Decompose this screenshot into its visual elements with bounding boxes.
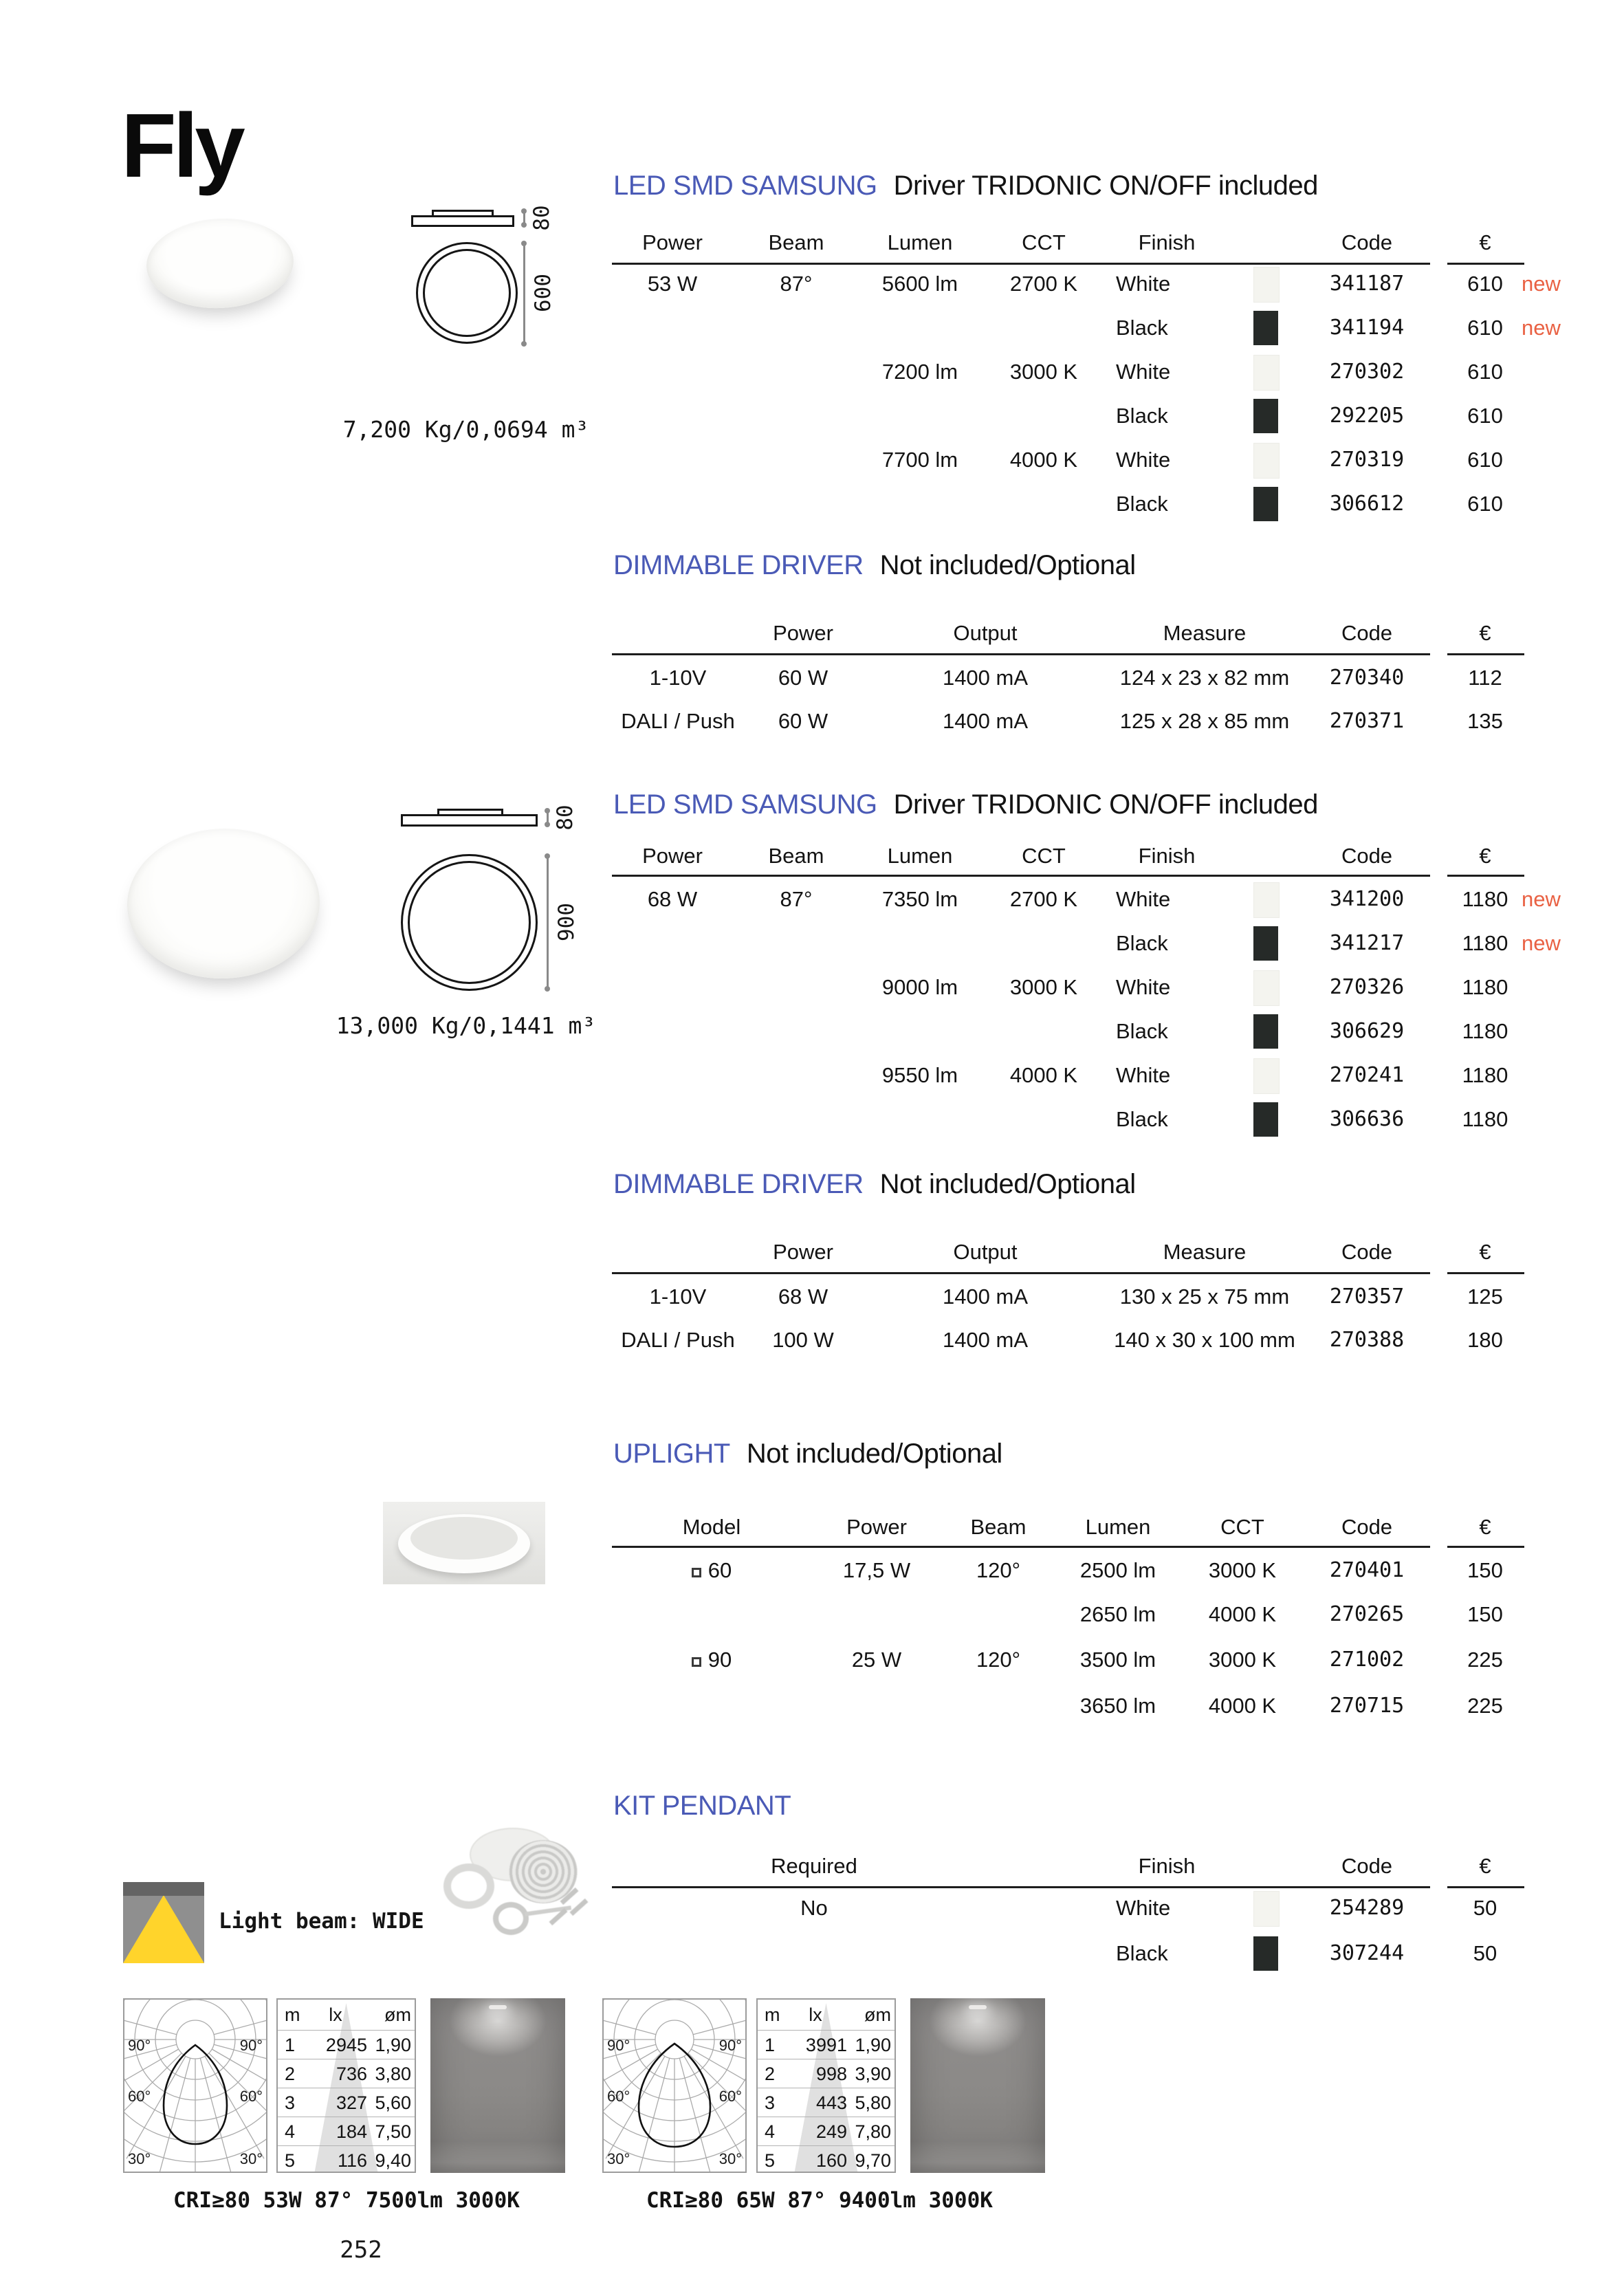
page-number: 252 (340, 2236, 382, 2264)
new-badge: new (1522, 931, 1561, 955)
photometry-caption-600: CRI≥80 53W 87° 7500lm 3000K (173, 2188, 520, 2213)
finish-swatch-black (1253, 1936, 1278, 1971)
height-dimension-label: 80 (553, 805, 578, 831)
light-beam-label: Light beam: WIDE (219, 1909, 424, 1934)
table-header: Model Power Beam Lumen CCT Code € (682, 1515, 1491, 1539)
new-badge: new (1522, 887, 1561, 911)
product-photo-900 (124, 825, 322, 982)
table-row: DALI / Push 100 W 1400 mA 140 x 30 x 100 mm 270388 180 (621, 1328, 1503, 1352)
polar-diagram-900 (602, 1998, 747, 2173)
svg-text:30°: 30° (239, 2150, 263, 2167)
section-heading-dimmable-900: DIMMABLE DRIVER Not included/Optional (613, 1169, 1136, 1199)
table-header: Power Beam Lumen CCT Finish Code € (642, 230, 1491, 254)
polar-diagram-600 (123, 1998, 267, 2173)
table-row: 90 25 W 120° 3500 lm 3000 K 271002 225 (612, 1645, 1624, 1675)
finish-swatch-white (1253, 882, 1280, 918)
table-row: 1-10V 68 W 1400 mA 130 x 25 x 75 mm 270357 125 (649, 1284, 1503, 1309)
svg-text:60°: 60° (239, 2088, 263, 2105)
table-row: 9550 lm 4000 K White 270241 1180 (612, 1060, 1624, 1091)
table-row: Black 292205 610 (612, 401, 1624, 431)
table-row: No White 254289 50 (612, 1893, 1624, 1923)
table-row: Black 341217 1180 new (612, 928, 1624, 959)
svg-text:90°: 90° (607, 2037, 630, 2054)
table-header: Required Finish Code € (771, 1854, 1491, 1878)
room-render-900 (910, 1998, 1045, 2173)
table-row: 7700 lm 4000 K White 270319 610 (612, 445, 1624, 475)
finish-swatch-white (1253, 970, 1280, 1006)
svg-text:60°: 60° (607, 2088, 630, 2105)
table-row: 60 17,5 W 120° 2500 lm 3000 K 270401 150 (612, 1555, 1624, 1586)
diameter-dimension-label: 900 (554, 903, 579, 941)
illuminance-table-600: m lx øm 1 2945 1,90 2 736 3,80 3 327 5,60 4 184 7,50 5 116 9,40 (276, 1998, 416, 2173)
svg-text:90°: 90° (239, 2037, 263, 2054)
square-model-icon (692, 1568, 701, 1577)
finish-swatch-white (1253, 443, 1280, 479)
finish-swatch-white (1253, 1058, 1280, 1094)
finish-swatch-black (1253, 1102, 1278, 1137)
illuminance-table-900: m lx øm 1 3991 1,90 2 998 3,90 3 443 5,80 4 249 7,80 5 160 9,70 (756, 1998, 896, 2173)
section-heading-uplight: UPLIGHT Not included/Optional (613, 1439, 1002, 1469)
svg-text:90°: 90° (128, 2037, 151, 2054)
height-dimension-label: 80 (529, 205, 554, 231)
table-row: Black 306636 1180 (612, 1104, 1624, 1135)
svg-text:90°: 90° (718, 2037, 742, 2054)
svg-text:60°: 60° (128, 2088, 151, 2105)
finish-swatch-black (1253, 311, 1278, 345)
table-row: 9000 lm 3000 K White 270326 1180 (612, 972, 1624, 1003)
table-row: Black 306629 1180 (612, 1016, 1624, 1047)
diameter-dimension-label: 600 (531, 274, 556, 312)
page-title: Fly (121, 95, 242, 196)
table-row: DALI / Push 60 W 1400 mA 125 x 28 x 85 mm 270371 135 (621, 709, 1503, 733)
top-view-inner-ring (423, 249, 511, 337)
svg-text:30°: 30° (718, 2150, 742, 2167)
table-row: Black 306612 610 (612, 489, 1624, 519)
table-row: 7200 lm 3000 K White 270302 610 (612, 357, 1624, 387)
room-render-600 (430, 1998, 565, 2173)
table-header: Power Output Measure Code € (773, 1240, 1491, 1264)
table-row: 68 W 87° 7350 lm 2700 K White 341200 1180 new (612, 884, 1624, 915)
section-heading-led-600: LED SMD SAMSUNG Driver TRIDONIC ON/OFF included (613, 171, 1318, 201)
square-model-icon (692, 1657, 701, 1667)
table-row: 1-10V 60 W 1400 mA 124 x 23 x 82 mm 270340 112 (649, 666, 1502, 690)
svg-text:60°: 60° (718, 2088, 742, 2105)
section-heading-led-900: LED SMD SAMSUNG Driver TRIDONIC ON/OFF included (613, 789, 1318, 820)
new-badge: new (1522, 316, 1561, 340)
new-badge: new (1522, 272, 1561, 296)
kit-pendant-photo (443, 1828, 591, 1952)
section-heading-kit-pendant: KIT PENDANT (613, 1791, 791, 1821)
table-row: 2650 lm 4000 K 270265 150 (1079, 1602, 1503, 1626)
product-photo-600 (144, 215, 296, 311)
section-heading-dimmable-600: DIMMABLE DRIVER Not included/Optional (613, 550, 1136, 580)
table-row: Black 341194 610 new (612, 313, 1624, 343)
finish-swatch-black (1253, 1014, 1278, 1049)
weight-volume-900: 13,000 Kg/0,1441 m³ (336, 1012, 596, 1039)
weight-volume-600: 7,200 Kg/0,0694 m³ (342, 416, 589, 443)
table-row: 3650 lm 4000 K 270715 225 (1079, 1694, 1503, 1718)
top-view-inner-ring (408, 861, 531, 984)
table-header: Power Beam Lumen CCT Finish Code € (642, 844, 1491, 868)
table-row: Black 307244 50 (612, 1938, 1624, 1969)
uplight-photo (383, 1502, 545, 1584)
svg-text:30°: 30° (128, 2150, 151, 2167)
photometry-caption-900: CRI≥80 65W 87° 9400lm 3000K (646, 2188, 993, 2213)
side-view-panel (411, 215, 514, 227)
wide-beam-icon (123, 1882, 204, 1963)
side-view-panel (401, 814, 538, 827)
finish-swatch-black (1253, 487, 1278, 521)
finish-swatch-white (1253, 267, 1280, 303)
finish-swatch-black (1253, 926, 1278, 961)
finish-swatch-white (1253, 355, 1280, 391)
svg-text:30°: 30° (607, 2150, 630, 2167)
table-row: 53 W 87° 5600 lm 2700 K White 341187 610 new (612, 269, 1624, 299)
finish-swatch-black (1253, 399, 1278, 433)
table-header: Power Output Measure Code € (773, 621, 1491, 645)
finish-swatch-white (1253, 1891, 1280, 1927)
